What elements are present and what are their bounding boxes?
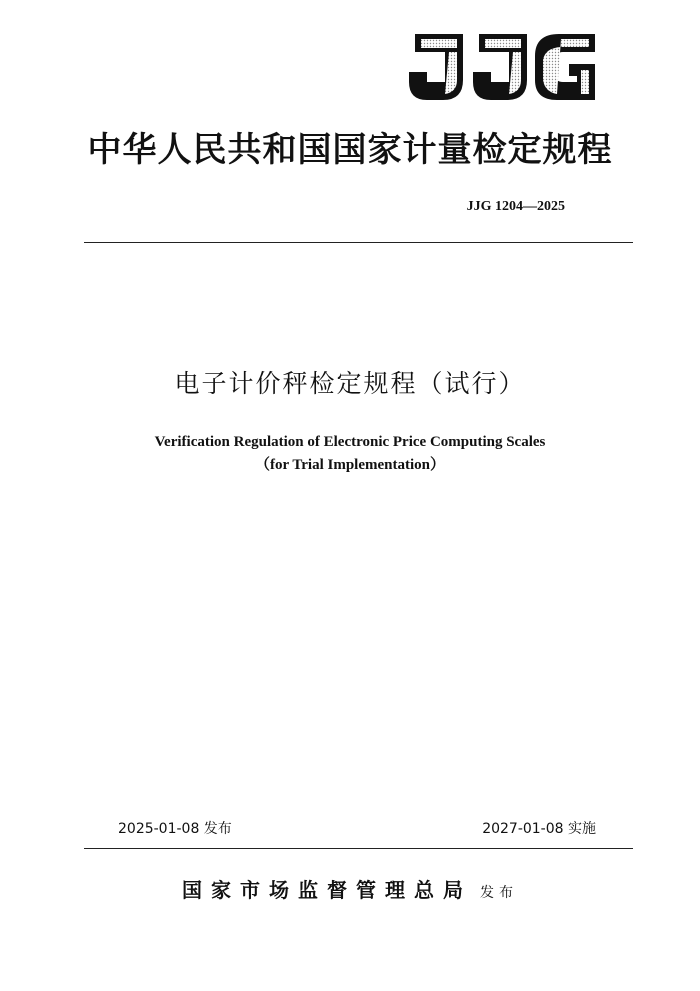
document-title-english: Verification Regulation of Electronic Price Computing Scales bbox=[154, 434, 546, 450]
issue-date: 2025-01-08 发布 bbox=[118, 821, 232, 837]
top-divider bbox=[84, 242, 633, 243]
jjg-logo-icon bbox=[405, 30, 597, 104]
authority-title: 中华人民共和国国家计量检定规程 bbox=[87, 130, 613, 170]
issuing-authority: 国家市场监督管理总局 bbox=[182, 878, 472, 902]
logo-letter-g bbox=[535, 34, 595, 100]
logo-letter-j2 bbox=[473, 34, 527, 100]
logo-letter-j1 bbox=[409, 34, 463, 100]
document-title-chinese: 电子计价秤检定规程（试行） bbox=[174, 369, 526, 398]
bottom-divider bbox=[84, 848, 633, 849]
standard-number: JJG 1204—2025 bbox=[466, 199, 565, 214]
issuer-line bbox=[0, 875, 700, 908]
document-subtitle-english: （for Trial Implementation） bbox=[255, 457, 445, 473]
implementation-date: 2027-01-08 实施 bbox=[482, 821, 596, 837]
jjg-logo bbox=[405, 30, 597, 104]
issuing-label: 发布 bbox=[480, 885, 518, 901]
